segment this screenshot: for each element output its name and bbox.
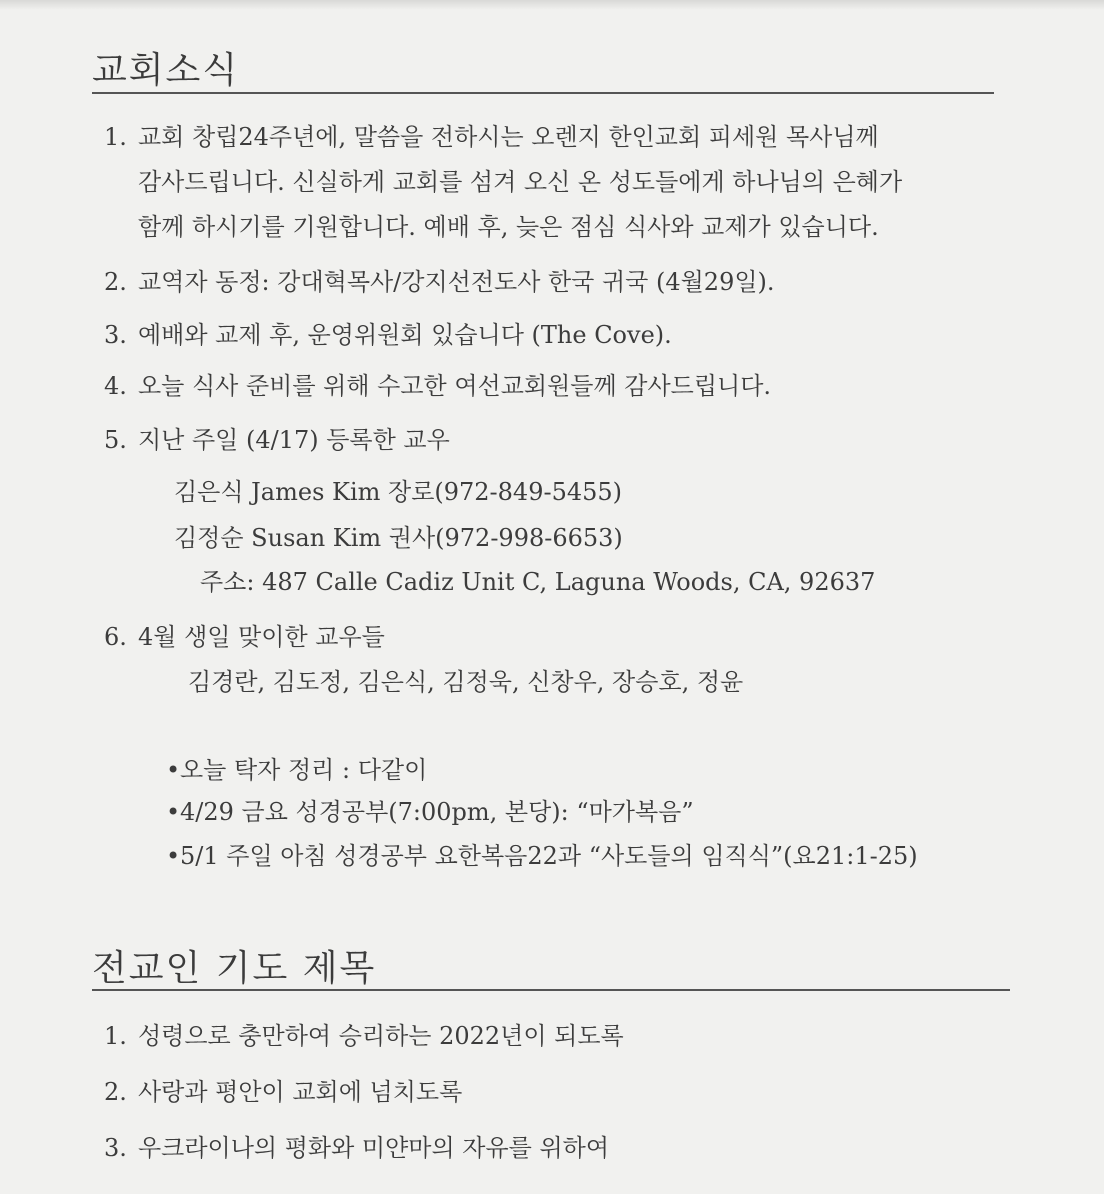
prayer-item-1-text: 성령으로 충만하여 승리하는 2022년이 되도록 bbox=[138, 1022, 624, 1050]
bullet-dot-icon: • bbox=[166, 798, 181, 826]
prayer-item-2-number: 2. bbox=[104, 1078, 127, 1106]
prayer-item-1-number: 1. bbox=[104, 1022, 127, 1050]
new-member-1: 김은식 James Kim 장로(972-849-5455) bbox=[174, 478, 623, 506]
section-rule-prayer bbox=[92, 989, 1010, 991]
prayer-item-3-text: 우크라이나의 평화와 미얀마의 자유를 위하여 bbox=[138, 1134, 610, 1162]
bullet-item-1-text: 오늘 탁자 정리 : 다같이 bbox=[180, 756, 428, 784]
prayer-item-2 bbox=[104, 1072, 462, 1107]
news-item-6-text: 4월 생일 맞이한 교우들 bbox=[138, 623, 385, 651]
bullet-dot-icon: • bbox=[166, 842, 181, 870]
bullet-item-2-text: 4/29 금요 성경공부(7:00pm, 본당): “마가복음” bbox=[180, 798, 694, 826]
section-title-prayer: 전교인 기도 제목 bbox=[92, 948, 377, 989]
bullet-item-1 bbox=[166, 750, 427, 785]
news-item-3-number: 3. bbox=[104, 321, 127, 349]
section-rule-news bbox=[92, 92, 994, 94]
news-item-1-line-3: 함께 하시기를 기원합니다. 예배 후, 늦은 점심 식사와 교제가 있습니다. bbox=[138, 213, 879, 241]
news-item-1-line-2: 감사드립니다. 신실하게 교회를 섬겨 오신 온 성도들에게 하나님의 은혜가 bbox=[138, 168, 903, 196]
news-item-3-text: 예배와 교제 후, 운영위원회 있습니다 (The Cove). bbox=[138, 321, 672, 349]
new-member-2: 김정순 Susan Kim 권사(972-998-6653) bbox=[174, 524, 623, 552]
section-title-news: 교회소식 bbox=[92, 50, 240, 91]
news-item-5 bbox=[104, 420, 450, 455]
new-member-address: 주소: 487 Calle Cadiz Unit C, Laguna Woods, CA, 92637 bbox=[200, 568, 876, 596]
bullet-item-3 bbox=[166, 836, 918, 871]
prayer-item-3-number: 3. bbox=[104, 1134, 127, 1162]
news-item-1-text: 교회 창립24주년에, 말씀을 전하시는 오렌지 한인교회 피세원 목사님께 bbox=[138, 123, 879, 151]
news-item-4 bbox=[104, 366, 771, 401]
bullet-item-2 bbox=[166, 792, 694, 827]
news-item-2 bbox=[104, 262, 775, 297]
prayer-item-2-text: 사랑과 평안이 교회에 넘치도록 bbox=[138, 1078, 463, 1106]
news-item-5-number: 5. bbox=[104, 426, 127, 454]
news-item-6-number: 6. bbox=[104, 623, 127, 651]
news-item-5-text: 지난 주일 (4/17) 등록한 교우 bbox=[138, 426, 450, 454]
prayer-item-1 bbox=[104, 1016, 624, 1051]
news-item-4-number: 4. bbox=[104, 372, 127, 400]
bullet-item-3-text: 5/1 주일 아침 성경공부 요한복음22과 “사도들의 임직식”(요21:1-25) bbox=[180, 842, 918, 870]
scan-edge-shadow bbox=[0, 0, 1104, 10]
news-item-2-number: 2. bbox=[104, 268, 127, 296]
bullet-dot-icon: • bbox=[166, 756, 181, 784]
news-item-2-text: 교역자 동정: 강대혁목사/강지선전도사 한국 귀국 (4월29일). bbox=[138, 268, 775, 296]
news-item-6 bbox=[104, 617, 385, 652]
news-item-1-number: 1. bbox=[104, 123, 127, 151]
prayer-item-3 bbox=[104, 1128, 609, 1163]
news-item-4-text: 오늘 식사 준비를 위해 수고한 여선교회원들께 감사드립니다. bbox=[138, 372, 772, 400]
news-item-1-line-1 bbox=[104, 117, 879, 152]
news-item-3 bbox=[104, 315, 672, 350]
birthday-names: 김경란, 김도정, 김은식, 김정욱, 신창우, 장승호, 정윤 bbox=[188, 668, 744, 696]
